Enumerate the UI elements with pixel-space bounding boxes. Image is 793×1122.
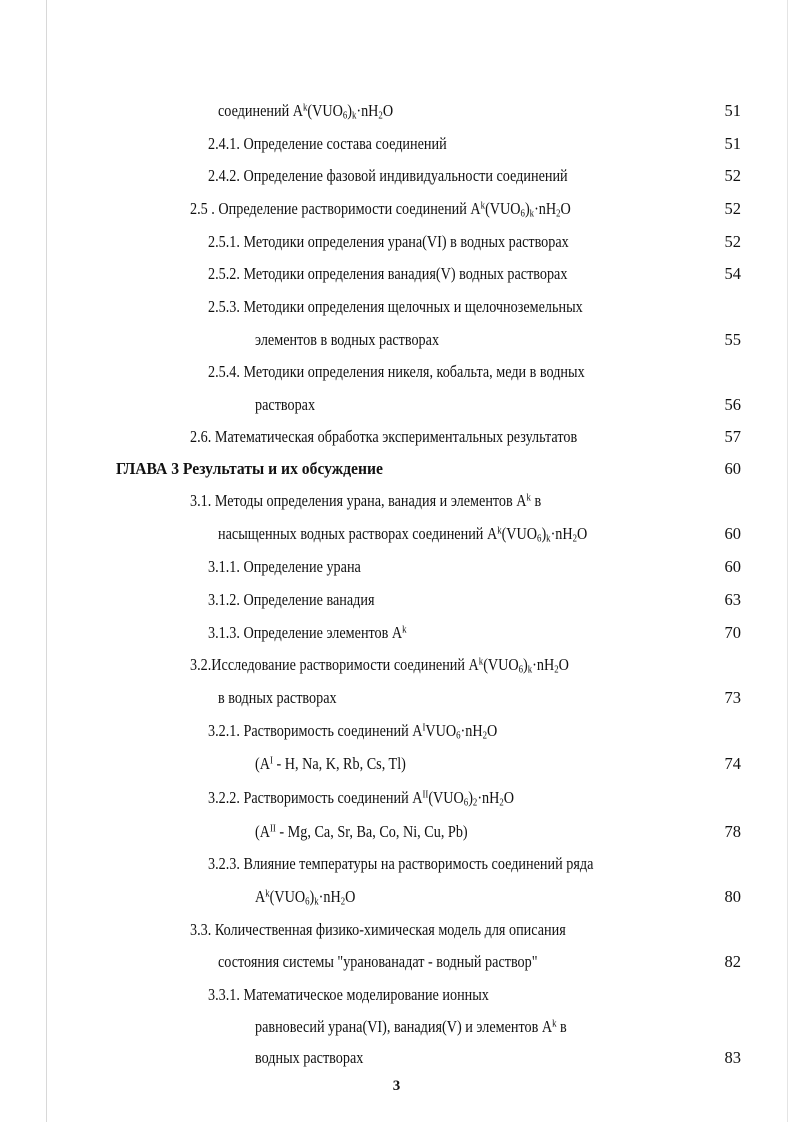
page-edge-right bbox=[787, 0, 788, 1122]
toc-entry: 2.5.2. Методики определения ванадия(V) водных растворах bbox=[208, 264, 568, 283]
toc-page-number: 78 bbox=[724, 822, 741, 841]
toc-entry: 2.5.4. Методики определения никеля, кобальта, меди в водных bbox=[208, 362, 585, 381]
toc-entry: в водных растворах bbox=[218, 688, 337, 707]
toc-page-number: 73 bbox=[724, 688, 741, 707]
toc-page-number: 54 bbox=[724, 264, 741, 283]
toc-entry: 2.5.1. Методики определения урана(VI) в водных растворах bbox=[208, 232, 569, 251]
toc-entry: состояния системы "уранованадат - водный раствор" bbox=[218, 952, 538, 971]
toc-entry: 3.2.1. Растворимость соединений $A^IVUO_6\cdot nH_2O$ bbox=[208, 721, 498, 742]
toc-page-number: 55 bbox=[724, 330, 741, 349]
toc-entry: 2.4.2. Определение фазовой индивидуальности соединений bbox=[208, 166, 568, 185]
toc-page-number: 56 bbox=[724, 395, 741, 414]
toc-page-number: 82 bbox=[724, 952, 741, 971]
toc-page-number: 70 bbox=[724, 623, 741, 642]
toc-entry: 3.2.2. Растворимость соединений $A^{II}(VUO_6)_2\cdot nH_2O$ bbox=[208, 788, 515, 809]
toc-page-number: 63 bbox=[724, 590, 741, 609]
toc-entry: 3.1.3. Определение элементов $A^k$ bbox=[208, 623, 407, 642]
toc-page-number: 52 bbox=[724, 232, 741, 251]
toc-entry: 2.4.1. Определение состава соединений bbox=[208, 134, 447, 153]
toc-entry: 3.1.1. Определение урана bbox=[208, 557, 361, 576]
toc-page-number: 57 bbox=[724, 427, 741, 446]
toc-entry: водных растворах bbox=[255, 1048, 364, 1067]
toc-entry: равновесий урана(VI), ванадия(V) и элементов $A^k$ в bbox=[255, 1017, 567, 1036]
toc-entry: 3.1. Методы определения урана, ванадия и элементов $A^k$ в bbox=[190, 491, 542, 510]
toc-entry: 3.3.1. Математическое моделирование ионных bbox=[208, 985, 489, 1004]
toc-page-number: 74 bbox=[724, 754, 741, 773]
chapter-heading: ГЛАВА 3 Результаты и их обсуждение bbox=[116, 459, 383, 478]
toc-entry: 3.2.3. Влияние температуры на растворимость соединений ряда bbox=[208, 854, 594, 873]
toc-entry: 3.3. Количественная физико-химическая модель для описания bbox=[190, 920, 566, 939]
toc-entry: ($A^{II}$ - Mg, Ca, Sr, Ba, Co, Ni, Cu, Pb) bbox=[255, 822, 468, 841]
page-edge-left bbox=[46, 0, 47, 1122]
toc-entry: растворах bbox=[255, 395, 316, 414]
toc-entry: элементов в водных растворах bbox=[255, 330, 440, 349]
toc-entry: 2.5 . Определение растворимости соединений $A^k(VUO_6)_k\cdot nH_2O$ bbox=[190, 199, 571, 220]
toc-entry: $A^k(VUO_6)_k\cdot nH_2O$ bbox=[255, 887, 356, 908]
toc-entry: ($A^I$ - H, Na, K, Rb, Cs, Tl) bbox=[255, 754, 406, 773]
toc-entry: 3.1.2. Определение ванадия bbox=[208, 590, 375, 609]
toc-page-number: 60 bbox=[724, 524, 741, 543]
toc-page-number: 80 bbox=[724, 887, 741, 906]
toc-page-number: 60 bbox=[724, 557, 741, 576]
toc-page-number: 51 bbox=[724, 134, 741, 153]
toc-page-number: 60 bbox=[724, 459, 741, 478]
toc-entry: 3.2.Исследование растворимости соединений $A^k(VUO_6)_k\cdot nH_2O$ bbox=[190, 655, 569, 676]
page-number: 3 bbox=[392, 1078, 401, 1094]
toc-page-number: 51 bbox=[724, 101, 741, 120]
toc-page-number: 83 bbox=[724, 1048, 741, 1067]
toc-page-number: 52 bbox=[724, 166, 741, 185]
toc-entry: 2.5.3. Методики определения щелочных и щелочноземельных bbox=[208, 297, 583, 316]
toc-entry: 2.6. Математическая обработка экспериментальных результатов bbox=[190, 427, 578, 446]
toc-page-number: 52 bbox=[724, 199, 741, 218]
toc-entry: соединений $A^k(VUO_6)_k\cdot nH_2O$ bbox=[218, 101, 394, 122]
toc-entry: насыщенных водных растворах соединений $A^k(VUO_6)_k\cdot nH_2O$ bbox=[218, 524, 588, 545]
